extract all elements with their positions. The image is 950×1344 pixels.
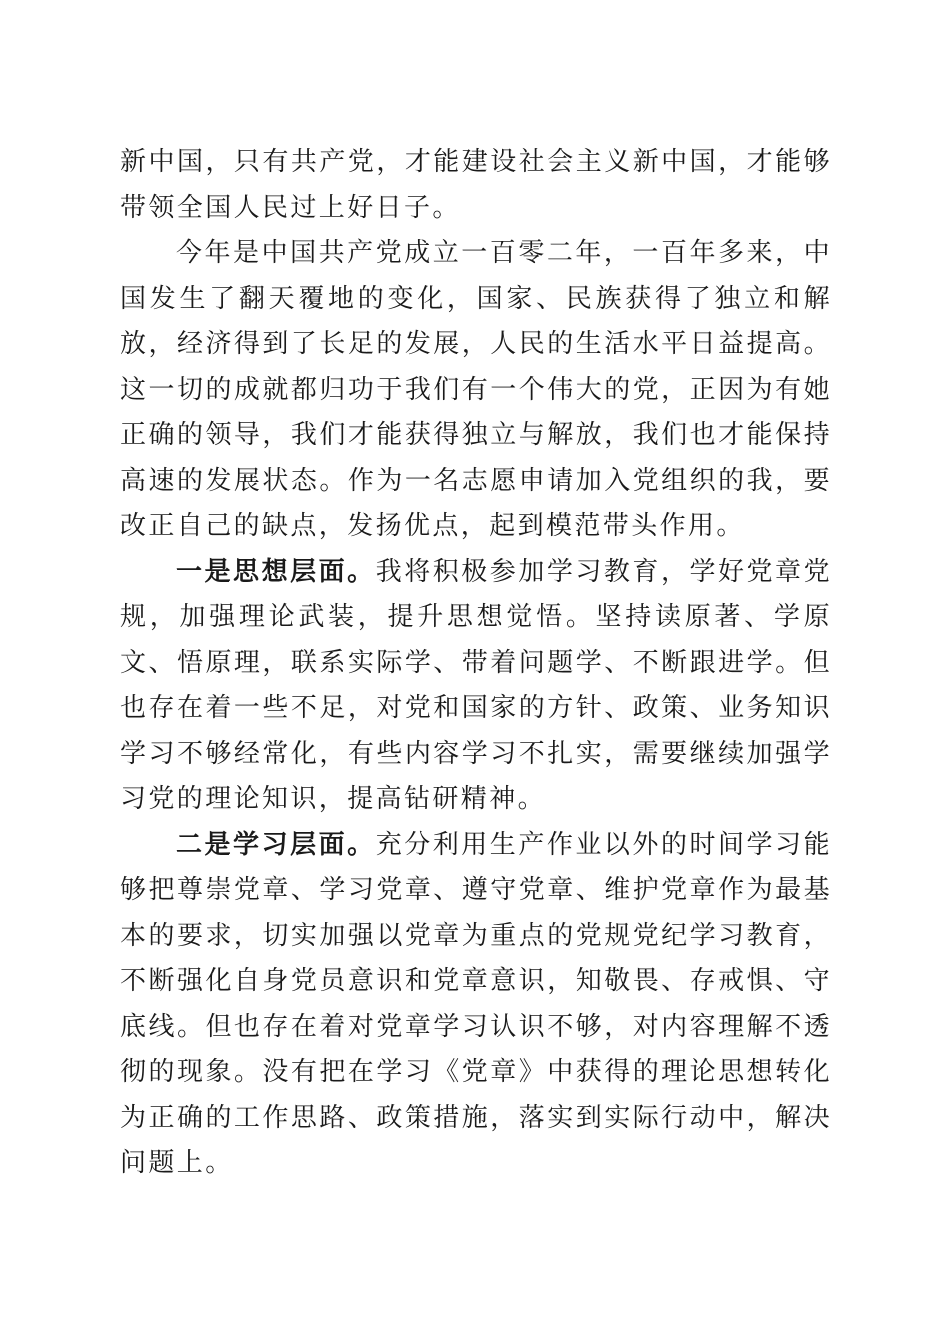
document-body <box>120 140 832 1187</box>
paragraph-text: 今年是中国共产党成立一百零二年，一百年多来，中国发生了翻天覆地的变化，国家、民族获得了独立和解放，经济得到了长足的发展，人民的生活水平日益提高。这一切的成就都归功于我们有一个伟大的党，正因为有她正确的领导，我们才能获得独立与解放，我们也才能保持高速的发展状态。作为一名志愿申请加入党组织的我，要改正自己的缺点，发扬优点，起到模范带头作用。 <box>120 238 832 541</box>
paragraph-heading: 二是学习层面。 <box>176 829 376 860</box>
paragraph-anniversary <box>120 231 832 550</box>
paragraph-continuation <box>120 140 832 231</box>
paragraph-text: 新中国，只有共产党，才能建设社会主义新中国，才能够带领全国人民过上好日子。 <box>120 147 832 223</box>
paragraph-text: 我将积极参加学习教育，学好党章党规，加强理论武装，提升思想觉悟。坚持读原著、学原文、悟原理，联系实际学、带着问题学、不断跟进学。但也存在着一些不足，对党和国家的方针、政策、业务知识学习不够经常化，有些内容学习不扎实，需要继续加强学习党的理论知识，提高钻研精神。 <box>120 556 832 814</box>
paragraph-study-level <box>120 823 832 1187</box>
paragraph-text: 充分利用生产作业以外的时间学习能够把尊崇党章、学习党章、遵守党章、维护党章作为最基本的要求，切实加强以党章为重点的党规党纪学习教育，不断强化自身党员意识和党章意识，知敬畏、存戒惧、守底线。但也存在着对党章学习认识不够，对内容理解不透彻的现象。没有把在学习《党章》中获得的理论思想转化为正确的工作思路、政策措施，落实到实际行动中，解决问题上。 <box>120 829 832 1178</box>
paragraph-heading: 一是思想层面。 <box>176 556 376 587</box>
paragraph-thought-level <box>120 550 832 823</box>
